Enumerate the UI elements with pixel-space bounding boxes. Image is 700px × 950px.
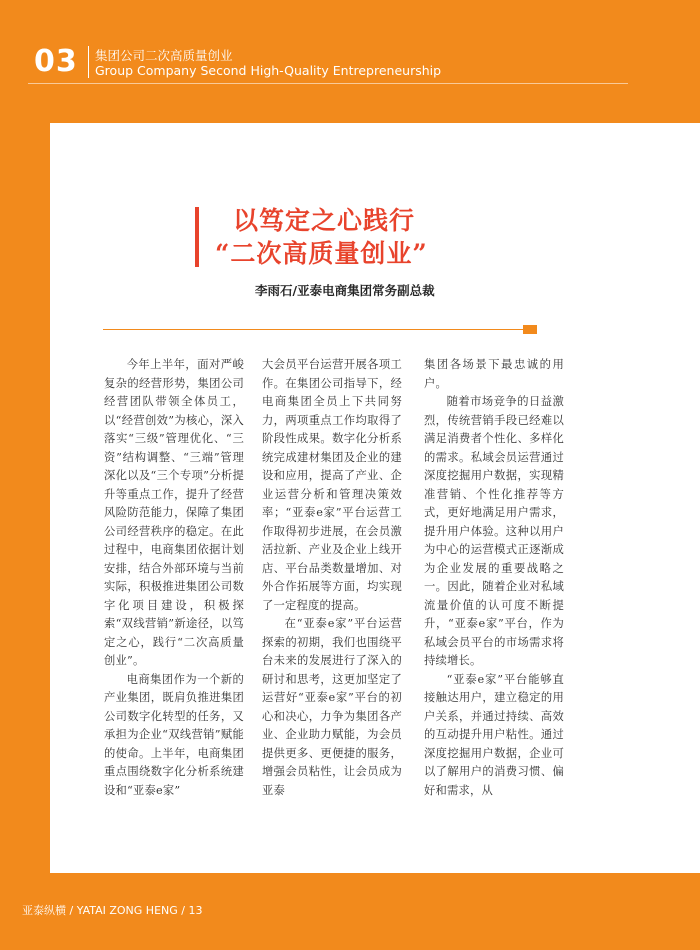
paragraph: 集团各场景下最忠诚的用户。 bbox=[424, 358, 564, 390]
footer-page-label: 亚泰纵横 / YATAI ZONG HENG / 13 bbox=[22, 904, 203, 917]
text-column-1 bbox=[104, 356, 244, 800]
title-line-2: “二次高质量创业” bbox=[215, 239, 428, 268]
title-accent-bar bbox=[195, 207, 199, 267]
paragraph: 在“亚泰e家”平台运营探索的初期，我们也围绕平台未来的发展进行了深入的研讨和思考，这更加坚定了运营好“亚泰e家”平台的初心和决心，力争为集团各产业、企业助力赋能，为会员提供更多、更便捷的服务，增强会员粘性，让会员成为亚泰 bbox=[262, 617, 402, 797]
section-title-en: Group Company Second High-Quality Entrepreneurship bbox=[95, 63, 442, 78]
author-byline: 李雨石/亚泰电商集团常务副总裁 bbox=[255, 283, 435, 298]
section-title-zh: 集团公司二次高质量创业 bbox=[95, 48, 233, 63]
text-column-3 bbox=[424, 356, 564, 800]
header-rule bbox=[28, 83, 628, 84]
page-header bbox=[0, 0, 700, 100]
paragraph: 大会员平台运营开展各项工作。在集团公司指导下，经电商集团全员上下共同努力，两项重点工作均取得了阶段性成果。数字化分析系统完成建材集团及企业的建设和应用，提高了产业、企业运营分析和管理决策效率；“亚泰e家”平台运营工作取得初步进展，在会员激活拉新、产业及企业上线开店、平台品类数量增加、对外合作拓展等方面，均实现了一定程度的提高。 bbox=[262, 358, 402, 612]
rule-marker bbox=[523, 325, 537, 334]
paragraph: 今年上半年，面对严峻复杂的经营形势，集团公司经营团队带领全体员工，以“经营创效”为核心，深入落实“三级”管理优化、“三资”结构调整、“三端”管理深化以及“三个专项”分析提升等重点工作，提升了经营风险防范能力，保障了集团公司经营秩序的稳定。在此过程中，电商集团依据计划安排，结合外部环境与当前实际，积极推进集团公司数字化项目建设，积极探索“双线营销”新途径，以笃定之心，践行“二次高质量创业”。 bbox=[104, 358, 244, 667]
article-page bbox=[50, 123, 700, 873]
title-line-1: 以笃定之心践行 bbox=[233, 206, 416, 235]
text-column-2 bbox=[262, 356, 402, 800]
section-divider bbox=[88, 46, 89, 78]
title-rule bbox=[103, 329, 523, 330]
section-number: 03 bbox=[34, 44, 78, 79]
paragraph: 随着市场竞争的日益激烈，传统营销手段已经难以满足消费者个性化、多样化的需求。私域会员运营通过深度挖掘用户数据，实现精准营销、个性化推荐等方式，更好地满足用户需求，提升用户体验。这种以用户为中心的运营模式正逐渐成为企业发展的重要战略之一。因此，随着企业对私域流量价值的认可度不断提升，“亚泰e家”平台，作为私域会员平台的市场需求将持续增长。 bbox=[424, 395, 564, 667]
paragraph: “亚泰e家”平台能够直接触达用户，建立稳定的用户关系，并通过持续、高效的互动提升用户粘性。通过深度挖掘用户数据，企业可以了解用户的消费习惯、偏好和需求，从 bbox=[424, 672, 564, 797]
paragraph: 电商集团作为一个新的产业集团，既肩负推进集团公司数字化转型的任务，又承担为企业“双线营销”赋能的使命。上半年，电商集团重点围绕数字化分析系统建设和“亚泰e家” bbox=[104, 672, 244, 797]
